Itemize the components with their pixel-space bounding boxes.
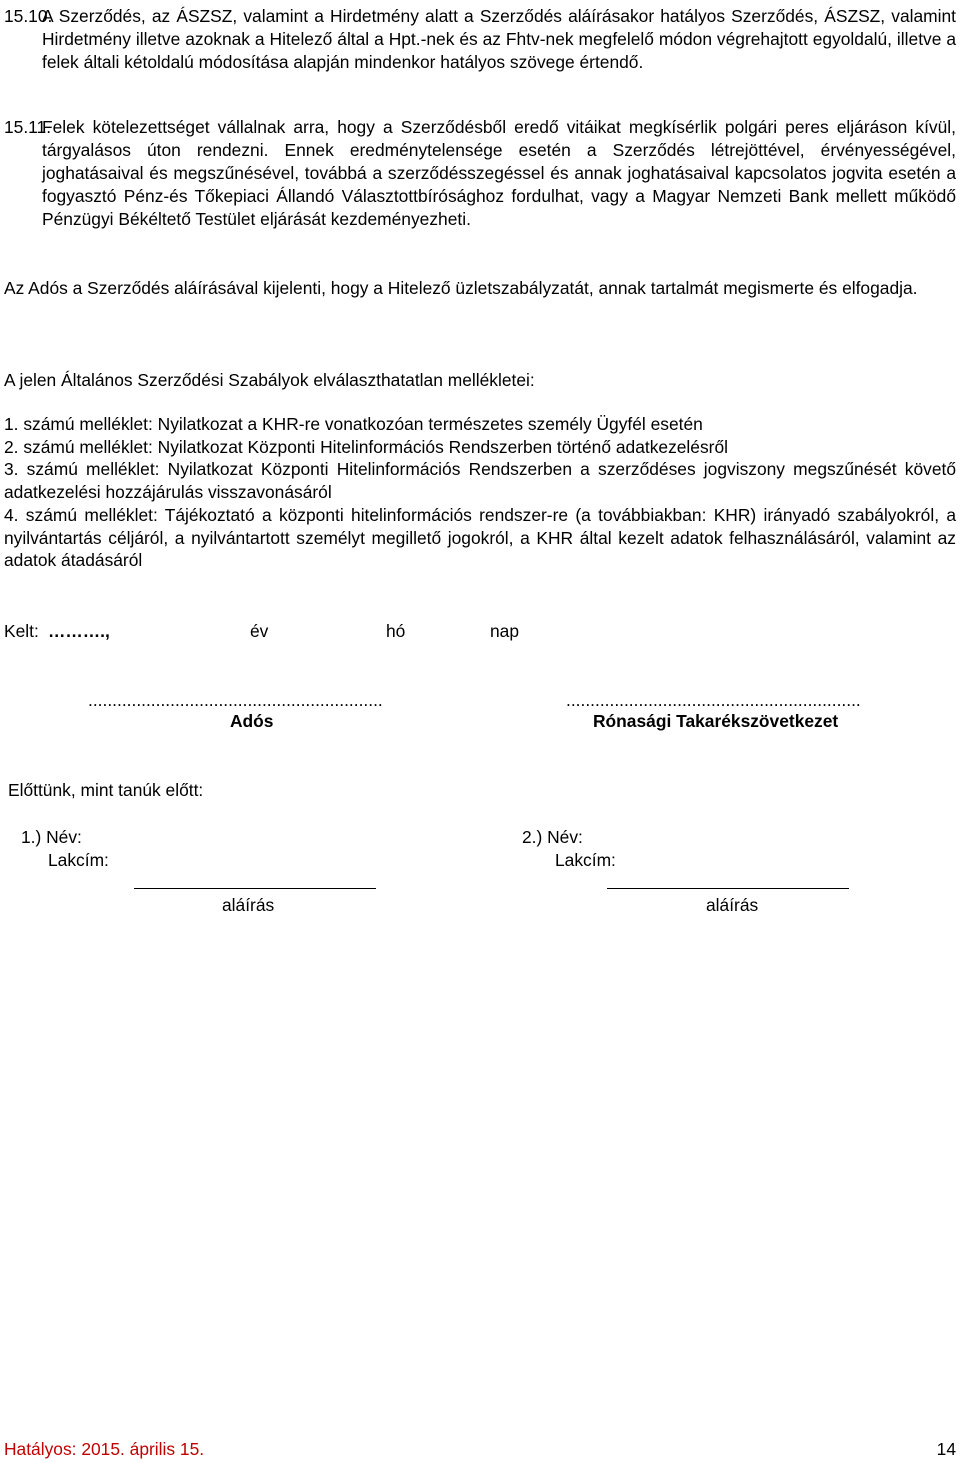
witness-address-label: Lakcím: [555,850,616,870]
kelt-month: hó [386,621,406,641]
annex-item: 1. számú melléklet: Nyilatkozat a KHR-re vonatkozóan természetes személy Ügyfél esetén [4,414,703,434]
clause-number: 15.11. [4,117,52,137]
signature-line [607,888,849,889]
clause-15-10 [4,5,956,74]
annex-intro: A jelen Általános Szerződési Szabályok elválaszthatatlan mellékletei: [4,370,535,390]
debtor-label: Adós [230,711,274,731]
signature-dots: ............................................................. [88,690,383,710]
witnesses-title: Előttünk, mint tanúk előtt: [8,780,204,800]
annex-item: 3. számú melléklet: Nyilatkozat Központi Hitelinformációs Rendszerben a szerződéses jogviszony megszűnését követő adatkezelési hozzájárulás visszavonásáról [4,459,956,503]
clause-15-11 [4,116,956,231]
kelt-label: Kelt: [4,621,39,641]
clause-text: A Szerződés, az ÁSZSZ, valamint a Hirdetmény alatt a Szerződés aláírásakor hatályos Szerződés, ÁSZSZ, valamint Hirdetmény illetve azoknak a Hitelező által a Hpt.-nek és az Fhtv-nek megfelelő módon végrehajtott egyoldalú, illetve a felek általi kétoldalú módosítása alapján mindenkor hatályos szövege értendő. [42,6,956,72]
kelt-place: ………., [48,621,110,641]
lender-label: Rónasági Takarékszövetkezet [593,711,839,731]
signature-caption: aláírás [706,895,759,915]
page-number: 14 [936,1439,956,1459]
signature-line [134,888,376,889]
witness-address-label: Lakcím: [48,850,109,870]
signature-dots: ............................................................. [566,690,861,710]
clause-number: 15.10. [4,6,53,26]
kelt-day: nap [490,621,520,641]
acknowledgement-paragraph: Az Adós a Szerződés aláírásával kijelenti, hogy a Hitelező üzletszabályzatát, annak tartalmát megismerte és elfogadja. [4,278,918,298]
witness-name-label: 2.) Név: [522,827,583,847]
witness-name-label: 1.) Név: [21,827,82,847]
effective-date: Hatályos: 2015. április 15. [4,1439,205,1459]
clause-text: Felek kötelezettséget vállalnak arra, hogy a Szerződésből eredő vitáikat megkísérlik polgári peres eljáráson kívül, tárgyalásos úton rendezni. Ennek eredménytelensége esetén a Szerződés létrejöttével, érvényességével, joghatásaival és megszűnésével, továbbá a szerződésszegéssel és annak joghatásaival kapcsolatos jogvita esetén a fogyasztó Pénz-és Tőkepiaci Állandó Választottbírósághoz fordulhat, vagy a Magyar Nemzeti Bank mellett működő Pénzügyi Békéltető Testület eljárását kezdeményezheti. [42,117,956,229]
annex-item: 2. számú melléklet: Nyilatkozat Központi Hitelinformációs Rendszerben történő adatkezelésről [4,436,728,457]
kelt-year: év [250,621,269,641]
annex-item: 4. számú melléklet: Tájékoztató a központi hitelinformációs rendszer-re (a továbbiakban: KHR) irányadó szabályokról, a nyilvántartás céljáról, a nyilvántartott személyt megillető jogokról, a KHR által kezelt adatok felhasználásáról, valamint az adatok átadásáról [4,504,956,571]
annex-list [4,413,956,572]
signature-caption: aláírás [222,895,275,915]
